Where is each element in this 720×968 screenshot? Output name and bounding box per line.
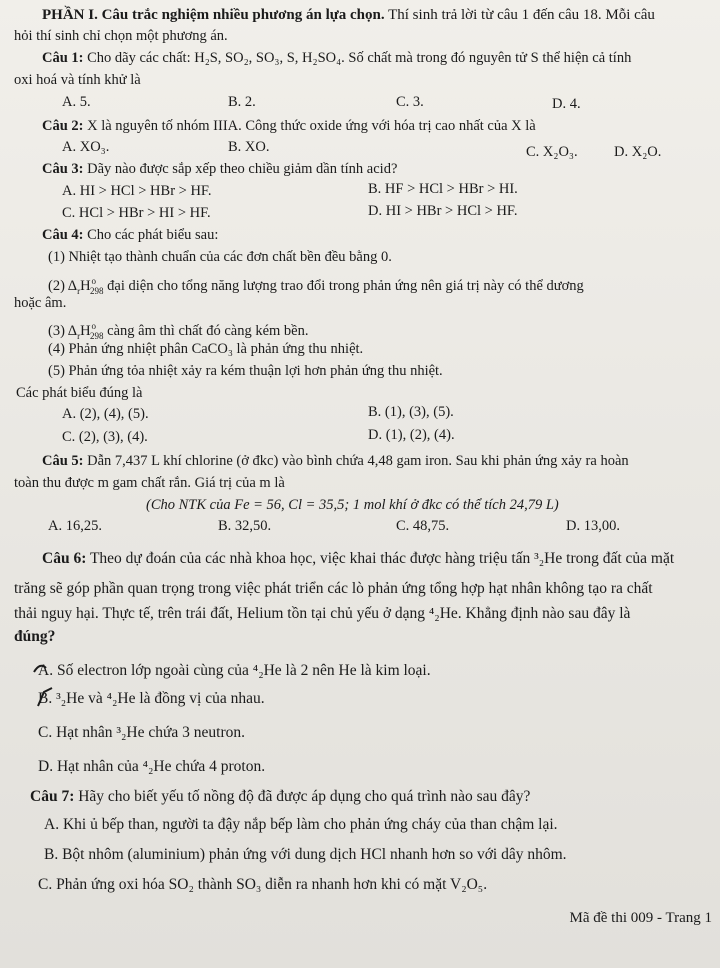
q2-option-b[interactable]: B. XO. xyxy=(228,139,270,155)
enthalpy-symbol: $\Delta_rH^o_{298}$ xyxy=(67,321,104,341)
question-6-line4: đúng? xyxy=(14,628,56,645)
question-6-line3: thải nguy hại. Thực tế, trên trái đất, Helium tồn tại chủ yếu ở dạng ⁴₂He. Khẳng định nào sau đây là xyxy=(14,605,631,622)
question-6 xyxy=(42,550,674,568)
question-text: Cho các phát biểu sau: xyxy=(83,227,219,243)
q4-option-c[interactable]: C. (2), (3), (4). xyxy=(62,429,148,445)
q7-option-c[interactable]: C. Phản ứng oxi hóa SO₂ thành SO₃ diễn ra nhanh hơn khi có mặt V₂O₅. xyxy=(38,876,488,893)
question-number: Câu 1: xyxy=(42,50,84,66)
question-7 xyxy=(30,788,530,806)
q3-option-c[interactable]: C. HCl > HBr > HI > HF. xyxy=(62,205,211,221)
question-5 xyxy=(42,452,629,470)
question-text: Dãy nào được sắp xếp theo chiều giảm dần tính acid? xyxy=(83,161,398,177)
q4-option-b[interactable]: B. (1), (3), (5). xyxy=(368,404,454,420)
statement-2: (2) $\Delta_rH^o_{298}$ đại diện cho tổng năng lượng trao đổi trong phản ứng nên giá trị này có thể dương xyxy=(48,276,584,296)
q7-option-a[interactable]: A. Khi ủ bếp than, người ta đậy nắp bếp làm cho phản ứng cháy của than chậm lại. xyxy=(44,816,558,833)
q1-option-c[interactable]: C. 3. xyxy=(396,94,424,110)
question-number: Câu 2: xyxy=(42,118,84,134)
q5-option-a[interactable]: A. 16,25. xyxy=(48,518,102,534)
q3-option-d[interactable]: D. HI > HBr > HCl > HF. xyxy=(368,203,518,219)
statement-2-line2: hoặc âm. xyxy=(14,295,67,311)
question-number: Câu 6: xyxy=(42,550,87,567)
question-6-line2: trăng sẽ góp phần quan trọng trong việc phát triển các lò phản ứng tổng hợp hạt nhân không tạo ra chất xyxy=(14,580,653,597)
q5-option-c[interactable]: C. 48,75. xyxy=(396,518,450,534)
section-title: PHẦN I. Câu trắc nghiệm nhiều phương án lựa chọn. xyxy=(42,7,385,23)
section-instruction-line2: hỏi thí sinh chỉ chọn một phương án. xyxy=(14,28,228,44)
q2-option-c[interactable]: C. X₂O₃. xyxy=(526,144,578,160)
question-text: Theo dự đoán của các nhà khoa học, việc khai thác được hàng triệu tấn ³₂He trong đất của mặt xyxy=(86,550,675,567)
question-number: Câu 7: xyxy=(30,788,75,805)
question-number: Câu 4: xyxy=(42,227,84,243)
question-2 xyxy=(42,117,536,135)
q7-option-b[interactable]: B. Bột nhôm (aluminium) phản ứng với dung dịch HCl nhanh hơn so với dây nhôm. xyxy=(44,846,567,863)
q6-option-a[interactable]: A. Số electron lớp ngoài cùng của ⁴₂He là 2 nên He là kim loại. xyxy=(38,662,431,679)
section-instruction: Thí sinh trả lời từ câu 1 đến câu 18. Mỗi câu xyxy=(384,7,655,23)
statement-5: (5) Phản ứng tỏa nhiệt xảy ra kém thuận lợi hơn phản ứng thu nhiệt. xyxy=(48,363,443,379)
question-number: Câu 5: xyxy=(42,453,84,469)
statement-4: (4) Phản ứng nhiệt phân CaCO₃ là phản ứng thu nhiệt. xyxy=(48,341,364,357)
enthalpy-symbol: $\Delta_rH^o_{298}$ xyxy=(67,276,104,296)
q3-option-a[interactable]: A. HI > HCl > HBr > HF. xyxy=(62,183,212,199)
statement-3: (3) $\Delta_rH^o_{298}$ càng âm thì chất đó càng kém bền. xyxy=(48,321,309,341)
question-4 xyxy=(42,226,218,244)
q1-option-a[interactable]: A. 5. xyxy=(62,94,91,110)
statement-1: (1) Nhiệt tạo thành chuẩn của các đơn chất bền đều bằng 0. xyxy=(48,249,392,265)
question-4-prompt: Các phát biểu đúng là xyxy=(16,385,143,401)
q4-option-d[interactable]: D. (1), (2), (4). xyxy=(368,427,455,443)
q4-option-a[interactable]: A. (2), (4), (5). xyxy=(62,406,149,422)
q3-option-b[interactable]: B. HF > HCl > HBr > HI. xyxy=(368,181,518,197)
q6-option-b[interactable]: B. ³₂He và ⁴₂He là đồng vị của nhau. xyxy=(38,690,265,707)
question-3 xyxy=(42,160,397,178)
q5-option-b[interactable]: B. 32,50. xyxy=(218,518,272,534)
q1-option-d[interactable]: D. 4. xyxy=(552,96,581,112)
q6-option-c[interactable]: C. Hạt nhân ³₂He chứa 3 neutron. xyxy=(38,724,245,741)
question-5-line2: toàn thu được m gam chất rắn. Giá trị của m là xyxy=(14,475,285,491)
question-text: Hãy cho biết yếu tố nồng độ đã được áp dụng cho quá trình nào sau đây? xyxy=(74,788,531,805)
question-5-note: (Cho NTK của Fe = 56, Cl = 35,5; 1 mol khí ở đkc có thể tích 24,79 L) xyxy=(146,497,559,513)
q2-option-a[interactable]: A. XO₃. xyxy=(62,139,110,155)
pen-check-mark xyxy=(30,658,64,714)
section-header xyxy=(42,6,655,24)
question-text: Dẫn 7,437 L khí chlorine (ở đkc) vào bình chứa 4,48 gam iron. Sau khi phản ứng xảy ra hoàn xyxy=(83,453,629,469)
question-text: Cho dãy các chất: H₂S, SO₂, SO₃, S, H₂SO₄. Số chất mà trong đó nguyên tử S thể hiện cả tính xyxy=(83,50,632,66)
question-1-line2: oxi hoá và tính khử là xyxy=(14,72,141,88)
q2-option-d[interactable]: D. X₂O. xyxy=(614,144,662,160)
q6-option-d[interactable]: D. Hạt nhân của ⁴₂He chứa 4 proton. xyxy=(38,758,266,775)
page-footer: Mã đề thi 009 - Trang 1 xyxy=(569,910,712,926)
question-number: Câu 3: xyxy=(42,161,84,177)
question-text: X là nguyên tố nhóm IIIA. Công thức oxide ứng với hóa trị cao nhất của X là xyxy=(83,118,536,134)
question-1 xyxy=(42,49,631,67)
q5-option-d[interactable]: D. 13,00. xyxy=(566,518,620,534)
q1-option-b[interactable]: B. 2. xyxy=(228,94,256,110)
